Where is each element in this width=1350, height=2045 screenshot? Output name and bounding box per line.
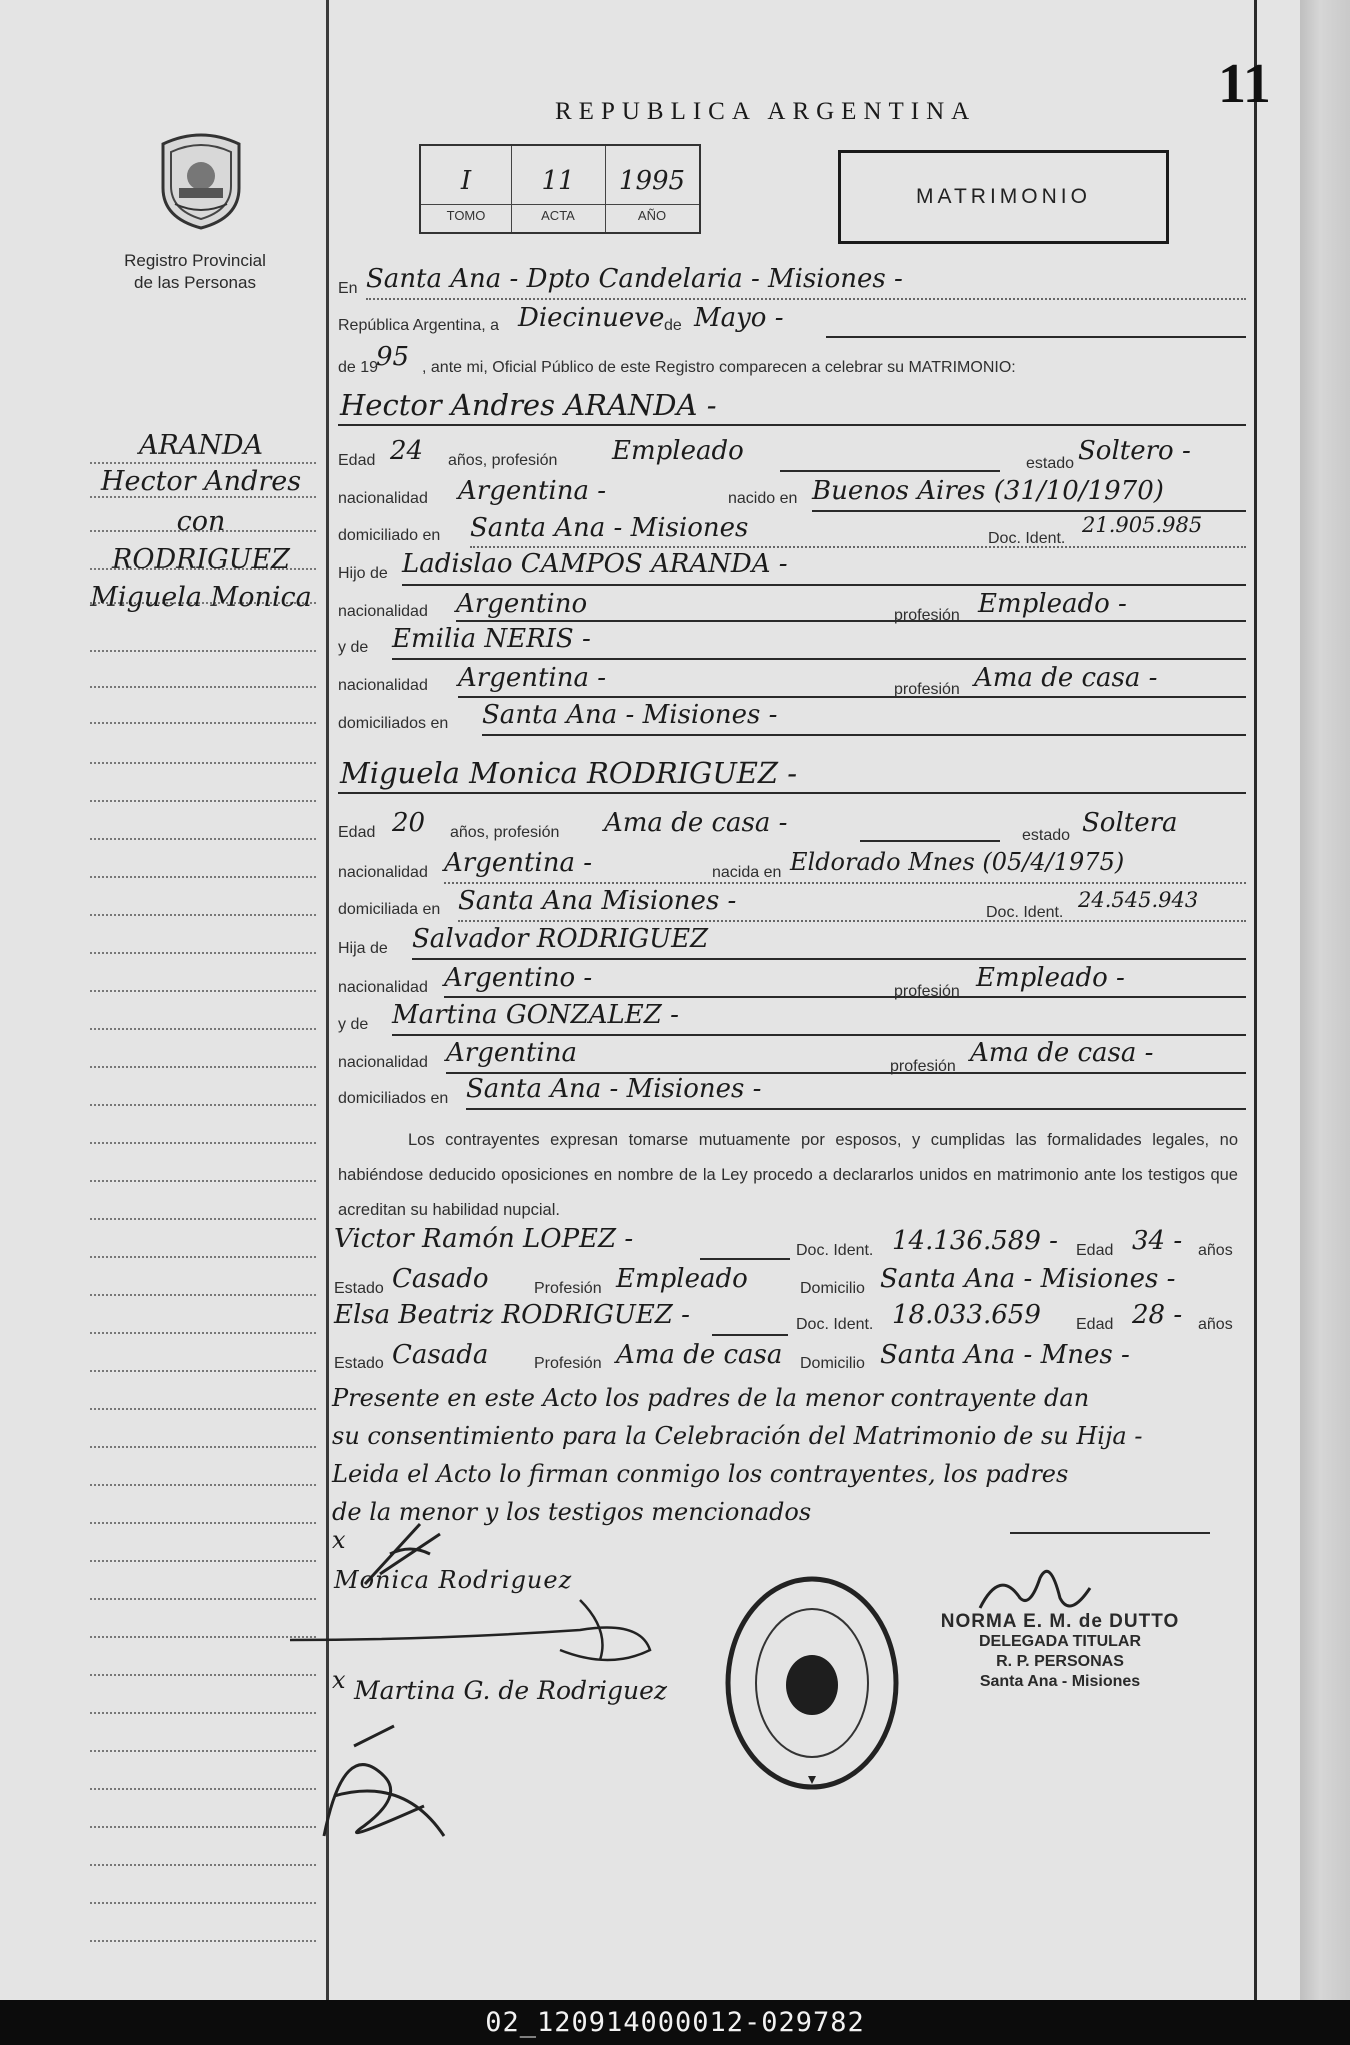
margin-line	[90, 762, 316, 764]
file-id-bar	[0, 2000, 1350, 2045]
groom-nacionalidad-label: nacionalidad	[338, 490, 428, 507]
bride-mother: Martina GONZALEZ -	[392, 1000, 679, 1030]
margin-line	[90, 1332, 316, 1334]
witness2-doc: 18.033.659	[892, 1300, 1041, 1330]
witness2-domicile: Santa Ana - Mnes -	[880, 1340, 1130, 1370]
margin-line	[90, 1256, 316, 1258]
witness2-anos-label: años	[1198, 1316, 1233, 1333]
witness1-profession: Empleado	[616, 1264, 748, 1294]
groom-name-line	[338, 424, 1246, 426]
margin-line	[90, 686, 316, 688]
bride-doc: 24.545.943	[1078, 888, 1199, 912]
margin-line	[90, 650, 316, 652]
bride-profesion-label: años, profesión	[450, 824, 560, 841]
groom-domicilio-label: domiciliado en	[338, 527, 441, 544]
witness1-edad-label: Edad	[1076, 1242, 1114, 1259]
margin-line	[90, 1446, 316, 1448]
margin-line	[90, 800, 316, 802]
margin-line	[90, 1560, 316, 1562]
ano-cell	[605, 146, 699, 232]
bride-father-nat: Argentino -	[444, 963, 593, 993]
bride-prof-line	[860, 840, 1000, 842]
groom-edad-label: Edad	[338, 452, 376, 469]
year-prefix: de 19	[338, 359, 379, 376]
groom-doc: 21.905.985	[1082, 513, 1203, 537]
registry-office-line2: de las Personas	[134, 273, 256, 292]
bride-birth: Eldorado Mnes (05/4/1975)	[790, 848, 1125, 876]
margin-note-line4: RODRIGUEZ	[112, 544, 290, 575]
groom-mother-nat: Argentina -	[458, 663, 607, 693]
margin-line	[90, 1864, 316, 1866]
file-id: 02_120914000012-029782	[485, 2007, 865, 2038]
tomo-value: I	[460, 166, 472, 196]
page-edge	[1300, 0, 1350, 2000]
groom-domicile: Santa Ana - Misiones	[470, 513, 749, 543]
provincial-seal-icon	[155, 130, 247, 230]
bride-nationality: Argentina -	[444, 848, 593, 878]
groom-father-line	[402, 584, 1246, 586]
note-line3: Leida el Acto lo firman conmigo los contrayentes, los padres	[332, 1460, 1069, 1488]
groom-nacido-label: nacido en	[728, 490, 798, 507]
margin-line	[90, 1902, 316, 1904]
witness1-name-line	[700, 1258, 790, 1260]
margin-line	[90, 1750, 316, 1752]
bride-father-prof-label: profesión	[894, 983, 960, 1000]
bride-estado-label: estado	[1022, 827, 1071, 844]
witness1-anos-label: años	[1198, 1242, 1233, 1259]
note-line2: su consentimiento para la Celebración del Matrimonio de su Hija -	[332, 1422, 1143, 1450]
groom-profesion-label: años, profesión	[448, 452, 558, 469]
cross-mark-1: x	[332, 1526, 346, 1554]
bride-father-line	[412, 958, 1246, 960]
note-end-line	[1010, 1532, 1210, 1534]
bride-doc-label: Doc. Ident.	[986, 904, 1064, 921]
official-stamp-block	[930, 1612, 1190, 1692]
margin-line	[90, 1826, 316, 1828]
official-title2: R. P. PERSONAS	[996, 1653, 1124, 1670]
year-suffix: 95	[376, 342, 410, 372]
margin-line	[90, 876, 316, 878]
witness2-profesion-label: Profesión	[534, 1355, 602, 1372]
groom-father-prof: Empleado -	[978, 589, 1127, 619]
bride-mother-nat: Argentina	[446, 1038, 577, 1068]
bride-domicile-line	[458, 920, 1246, 922]
margin-line	[90, 1218, 316, 1220]
margin-line	[90, 914, 316, 916]
bride-status: Soltera	[1082, 808, 1178, 838]
note-line4: de la menor y los testigos mencionados	[332, 1498, 812, 1526]
official-title1: DELEGADA TITULAR	[978, 1633, 1142, 1650]
margin-note-line2: Hector Andres	[100, 466, 302, 497]
margin-line	[90, 1788, 316, 1790]
bride-parents-dom-label: domiciliados en	[338, 1090, 449, 1107]
witness2-domicilio-label: Domicilio	[800, 1355, 865, 1372]
margin-note-line3: con	[176, 506, 226, 537]
bride-father-prof: Empleado -	[976, 963, 1125, 993]
margin-line	[90, 722, 316, 724]
de-label: de	[664, 317, 682, 334]
registry-office-name	[95, 250, 295, 294]
official-location: Santa Ana - Misiones	[979, 1673, 1141, 1690]
witness2-doc-label: Doc. Ident.	[796, 1316, 874, 1333]
ano-value: 1995	[618, 166, 686, 196]
groom-father: Ladislao CAMPOS ARANDA -	[402, 549, 788, 579]
groom-nationality: Argentina -	[458, 476, 607, 506]
bride-yde-label: y de	[338, 1016, 369, 1033]
groom-age: 24	[390, 436, 424, 466]
margin-line	[90, 1484, 316, 1486]
groom-father-nat-line	[456, 620, 1246, 622]
marriage-day: Diecinueve	[518, 303, 665, 333]
country-heading: REPUBLICA ARGENTINA	[555, 98, 977, 125]
margin-line	[90, 1294, 316, 1296]
margin-line	[90, 990, 316, 992]
declaration-paragraph: Los contrayentes expresan tomarse mutuamente por esposos, y cumplidas las formalidades legales, no habiéndose deducido oposiciones en nombre de la Ley procedo a declararlos unidos en matrimonio ante los testigos que acreditan su habilidad nupcial.	[338, 1131, 1238, 1219]
witness1-estado-label: Estado	[334, 1280, 384, 1297]
registry-stamp-icon	[722, 1572, 902, 1794]
groom-father-nat-label: nacionalidad	[338, 603, 428, 620]
witness-signatures-icon	[304, 1716, 464, 1856]
bride-domicile: Santa Ana Misiones -	[458, 886, 737, 916]
groom-mother-prof: Ama de casa -	[974, 663, 1158, 693]
registration-box	[419, 144, 701, 234]
groom-yde-label: y de	[338, 639, 369, 656]
groom-mother-nat-label: nacionalidad	[338, 677, 428, 694]
bride-signature: Monica Rodriguez	[334, 1566, 573, 1594]
groom-parents-dom-line	[482, 734, 1246, 736]
note-line1: Presente en este Acto los padres de la menor contrayente dan	[332, 1384, 1090, 1412]
witness2-age: 28 -	[1132, 1300, 1183, 1330]
margin-line	[90, 1940, 316, 1942]
witness1-age: 34 -	[1132, 1226, 1183, 1256]
marriage-month: Mayo -	[694, 303, 784, 333]
bride-mother-prof: Ama de casa -	[970, 1038, 1154, 1068]
witness2-name-line	[712, 1334, 788, 1336]
bride-mother-nat-label: nacionalidad	[338, 1054, 428, 1071]
witness2-name: Elsa Beatriz RODRIGUEZ -	[334, 1300, 690, 1330]
republic-label: República Argentina, a	[338, 317, 499, 334]
groom-domicile-line	[470, 546, 1246, 548]
witness1-status: Casado	[392, 1264, 489, 1294]
margin-line	[90, 1370, 316, 1372]
bride-full-name: Miguela Monica RODRIGUEZ -	[340, 756, 798, 790]
margin-note-line5: Miguela Monica	[90, 582, 312, 613]
groom-mother-prof-label: profesión	[894, 681, 960, 698]
groom-profession: Empleado	[612, 436, 744, 466]
official-name: NORMA E. M. de DUTTO	[940, 1611, 1180, 1632]
bride-birth-line	[444, 882, 1246, 884]
groom-birth: Buenos Aires (31/10/1970)	[812, 476, 1164, 506]
margin-line	[90, 952, 316, 954]
witness2-status: Casada	[392, 1340, 489, 1370]
groom-mother-line	[392, 658, 1246, 660]
margin-line	[90, 1028, 316, 1030]
bride-father-nat-label: nacionalidad	[338, 979, 428, 996]
bride-mother-prof-label: profesión	[890, 1058, 956, 1075]
witness2-estado-label: Estado	[334, 1355, 384, 1372]
cross-mark-2: x	[332, 1666, 346, 1694]
groom-father-prof-label: profesión	[894, 607, 960, 624]
bride-father-nat-line	[444, 996, 1246, 998]
acta-label: ACTA	[541, 208, 575, 223]
en-label: En	[338, 280, 358, 297]
groom-birth-line	[812, 510, 1246, 512]
intro-statement: , ante mi, Oficial Público de este Registro comparecen a celebrar su MATRIMONIO:	[422, 359, 1016, 376]
bride-age: 20	[392, 808, 426, 838]
bride-mother-line	[392, 1034, 1246, 1036]
margin-line	[90, 1066, 316, 1068]
bride-profession: Ama de casa -	[604, 808, 788, 838]
right-margin-rule	[1254, 0, 1257, 2000]
witness1-domicilio-label: Domicilio	[800, 1280, 865, 1297]
margin-line	[90, 1712, 316, 1714]
witness1-domicile: Santa Ana - Misiones -	[880, 1264, 1176, 1294]
acta-cell	[511, 146, 606, 232]
margin-line	[90, 1522, 316, 1524]
bride-name-line	[338, 792, 1246, 794]
groom-mother: Emilia NERIS -	[392, 624, 591, 654]
tomo-label: TOMO	[446, 208, 486, 223]
margin-line	[90, 462, 316, 464]
marriage-place: Santa Ana - Dpto Candelaria - Misiones -	[366, 264, 903, 294]
margin-line	[90, 1142, 316, 1144]
groom-status: Soltero -	[1078, 436, 1191, 466]
registry-office-line1: Registro Provincial	[124, 251, 266, 270]
witness1-doc: 14.136.589 -	[892, 1226, 1058, 1256]
groom-mother-nat-line	[458, 696, 1246, 698]
groom-hijo-label: Hijo de	[338, 565, 388, 582]
bride-parents-dom-line	[466, 1108, 1246, 1110]
margin-line	[90, 838, 316, 840]
tomo-cell	[421, 146, 512, 232]
margin-line	[90, 1104, 316, 1106]
place-line	[366, 298, 1246, 300]
margin-note-line1: ARANDA	[138, 430, 264, 461]
groom-doc-label: Doc. Ident.	[988, 530, 1066, 547]
groom-father-nat: Argentino	[456, 589, 588, 619]
groom-full-name: Hector Andres ARANDA -	[340, 388, 717, 422]
document-type-box: MATRIMONIO	[838, 150, 1169, 244]
groom-parents-dom-label: domiciliados en	[338, 715, 449, 732]
bride-edad-label: Edad	[338, 824, 376, 841]
bride-domicilio-label: domiciliada en	[338, 901, 441, 918]
witness1-name: Victor Ramón LOPEZ -	[334, 1224, 634, 1254]
bride-father: Salvador RODRIGUEZ	[412, 924, 709, 954]
witness1-profesion-label: Profesión	[534, 1280, 602, 1297]
acta-value: 11	[541, 166, 575, 196]
bride-parents-dom: Santa Ana - Misiones -	[466, 1074, 762, 1104]
margin-line	[90, 1180, 316, 1182]
date-line	[826, 336, 1246, 338]
witness2-profession: Ama de casa	[616, 1340, 783, 1370]
page-number: 11	[1218, 53, 1271, 115]
bride-nacionalidad-label: nacionalidad	[338, 864, 428, 881]
binding-rule	[326, 0, 329, 2000]
bride-nacida-label: nacida en	[712, 864, 782, 881]
groom-parents-dom: Santa Ana - Misiones -	[482, 700, 778, 730]
mother-signature: Martina G. de Rodriguez	[354, 1676, 668, 1705]
groom-estado-label: estado	[1026, 455, 1075, 472]
groom-prof-line	[780, 470, 1000, 472]
witness2-edad-label: Edad	[1076, 1316, 1114, 1333]
margin-line	[90, 1408, 316, 1410]
bride-hija-label: Hija de	[338, 940, 388, 957]
ano-label: AÑO	[637, 208, 667, 223]
witness1-doc-label: Doc. Ident.	[796, 1242, 874, 1259]
